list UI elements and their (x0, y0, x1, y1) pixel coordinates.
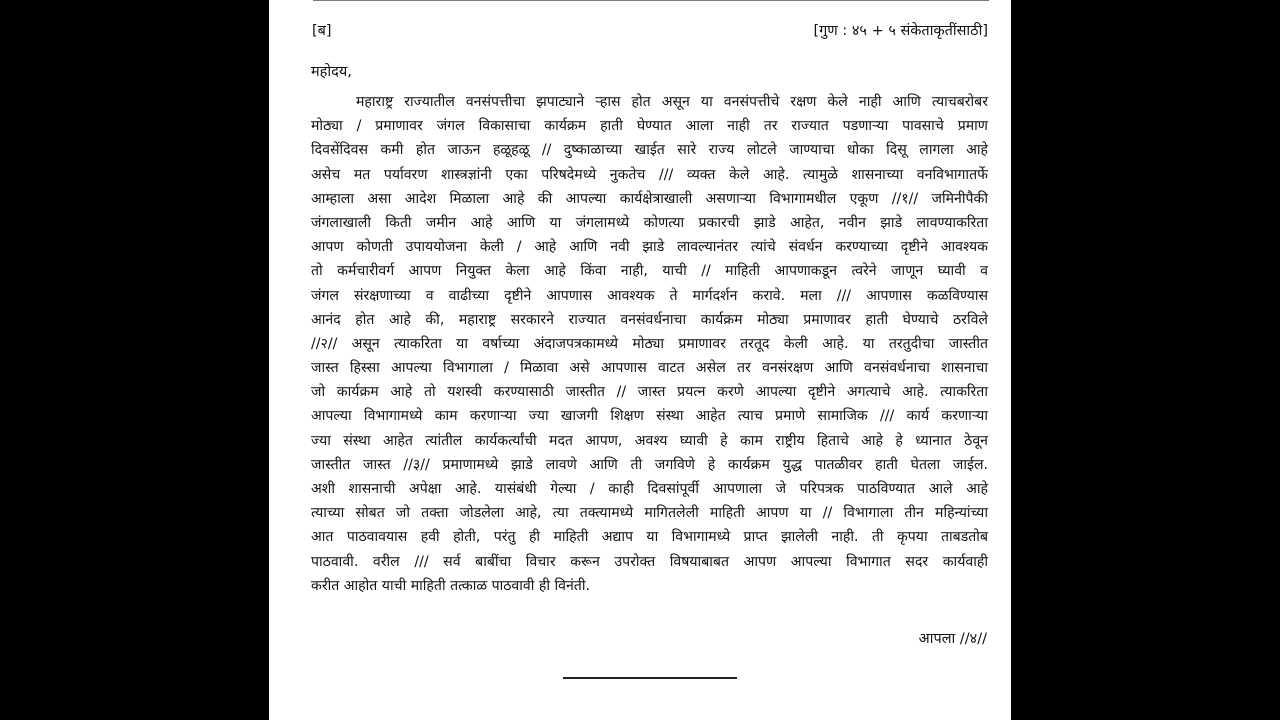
body-line: असेच मत पर्यावरण शास्त्रज्ञांनी एका परिषदेमध्ये नुकतेच /// व्यक्त केले आहे. त्यामुळे शासनाच्या वनविभागातर्फे (311, 166, 988, 183)
top-rule (313, 0, 989, 1)
body-line: पाठवावी. वरील /// सर्व बाबींचा विचार करून उपरोक्त विषयाबाबत आपण आपल्या विभागात सदर कार्यवाही (311, 553, 988, 570)
body-line: महाराष्ट्र राज्यातील वनसंपत्तीचा झपाट्याने ऱ्हास होत असून या वनसंपत्तीचे रक्षण केले नाही आणि त्याचबरोबर (356, 94, 988, 110)
body-line: जास्त हिस्सा आपल्या विभागाला / मिळावा असे आपणास वाटत असेल तर वनसंरक्षण आणि वनसंवर्धनाचा शासनाचा (311, 360, 988, 377)
body-line: दिवसेंदिवस कमी होत जाऊन हळूहळू // दुष्काळाच्या खाईत सारे राज्य लोटले जाण्याचा धोका दिसू लागला आहे (311, 142, 988, 159)
body-line: आत पाठवावयास हवी होती, परंतु ही माहिती अद्याप या विभागामध्ये प्राप्त झालेली नाही. ती कृपया ताबडतोब (311, 529, 988, 546)
letter-body (311, 90, 988, 598)
body-line: आम्हाला असा आदेश मिळाला आहे की आपल्या कार्यक्षेत्राखाली असणाऱ्या विभागामधील एकूण //१// जमिनीपैकी (311, 190, 988, 207)
body-line: आनंद होत आहे की, महाराष्ट्र सरकारने राज्यात वनसंवर्धनाचा कार्यक्रम मोठ्या प्रमाणावर हाती घेण्याचे ठरविले (311, 311, 988, 328)
body-line: जास्तीत जास्त //३// प्रमाणामध्ये झाडे लावणे आणि ती जगविणे हे कार्यक्रम युद्ध पातळीवर हाती घेतला जाईल. (311, 456, 988, 473)
section-label: [ब] (312, 23, 332, 39)
signoff: आपला //४// (918, 631, 987, 647)
body-line: //२// असून त्याकरिता या वर्षाच्या अंदाजपत्रकामध्ये मोठ्या प्रमाणावर तरतूद केली आहे. या तरतुदीचा जास्तीत (311, 335, 988, 352)
body-line: आपल्या विभागामध्ये काम करणाऱ्या ज्या खाजगी शिक्षण संस्था आहेत त्याच प्रमाणे सामाजिक /// कार्य करणाऱ्या (311, 408, 988, 425)
document-page (269, 0, 1011, 720)
body-line: ज्या संस्था आहेत त्यांतील कार्यकर्त्यांची मदत आपण, अवश्य घ्यावी हे काम राष्ट्रीय हिताचे आहे हे ध्यानात ठेवून (311, 432, 988, 449)
page-header (312, 20, 988, 42)
body-line: जंगल संरक्षणाच्या व वाढीच्या दृष्टीने आपणास आवश्यक ते मार्गदर्शन करावे. मला /// आपणास कळविण्यास (311, 287, 988, 304)
marks-label: [गुण : ४५ + ५ संकेताकृतींसाठी] (813, 23, 988, 39)
body-line: मोठ्या / प्रमाणावर जंगल विकासाचा कार्यक्रम हाती घेण्यात आला नाही तर राज्यात पडणाऱ्या पावसाचे प्रमाण (311, 118, 988, 135)
body-line: त्याच्या सोबत जो तक्ता जोडलेला आहे, त्या तक्त्यामध्ये मागितलेली माहिती आपण या // विभागाला तीन महिन्यांच्या (311, 505, 988, 522)
body-line: तो कर्मचारीवर्ग आपण नियुक्त केला आहे किंवा नाही, याची // माहिती आपणाकडून त्वरेने जाणून घ्यावी व (311, 263, 988, 280)
body-line: आपण कोणती उपाययोजना केली / आहे आणि नवी झाडे लावल्यानंतर त्यांचे संवर्धन करण्याच्या दृष्टीने आवश्यक (311, 239, 988, 256)
salutation: महोदय, (311, 64, 352, 80)
bottom-rule (563, 677, 737, 679)
body-line: जो कार्यक्रम आहे तो यशस्वी करण्यासाठी जास्तीत // जास्त प्रयत्न करणे आपल्या दृष्टीने अगत्याचे आहे. त्याकरिता (311, 384, 988, 401)
body-line: अशी शासनाची अपेक्षा आहे. यासंबंधी गेल्या / काही दिवसांपूर्वी आपणाला जे परिपत्रक पाठविण्यात आले आहे (311, 481, 988, 497)
body-line: जंगलाखाली किती जमीन आहे आणि या जंगलामध्ये कोणत्या प्रकारची झाडे आहेत, नवीन झाडे लावण्याकरिता (311, 214, 988, 231)
body-line: करीत आहोत याची माहिती तत्काळ पाठवावी ही विनंती. (311, 577, 590, 594)
